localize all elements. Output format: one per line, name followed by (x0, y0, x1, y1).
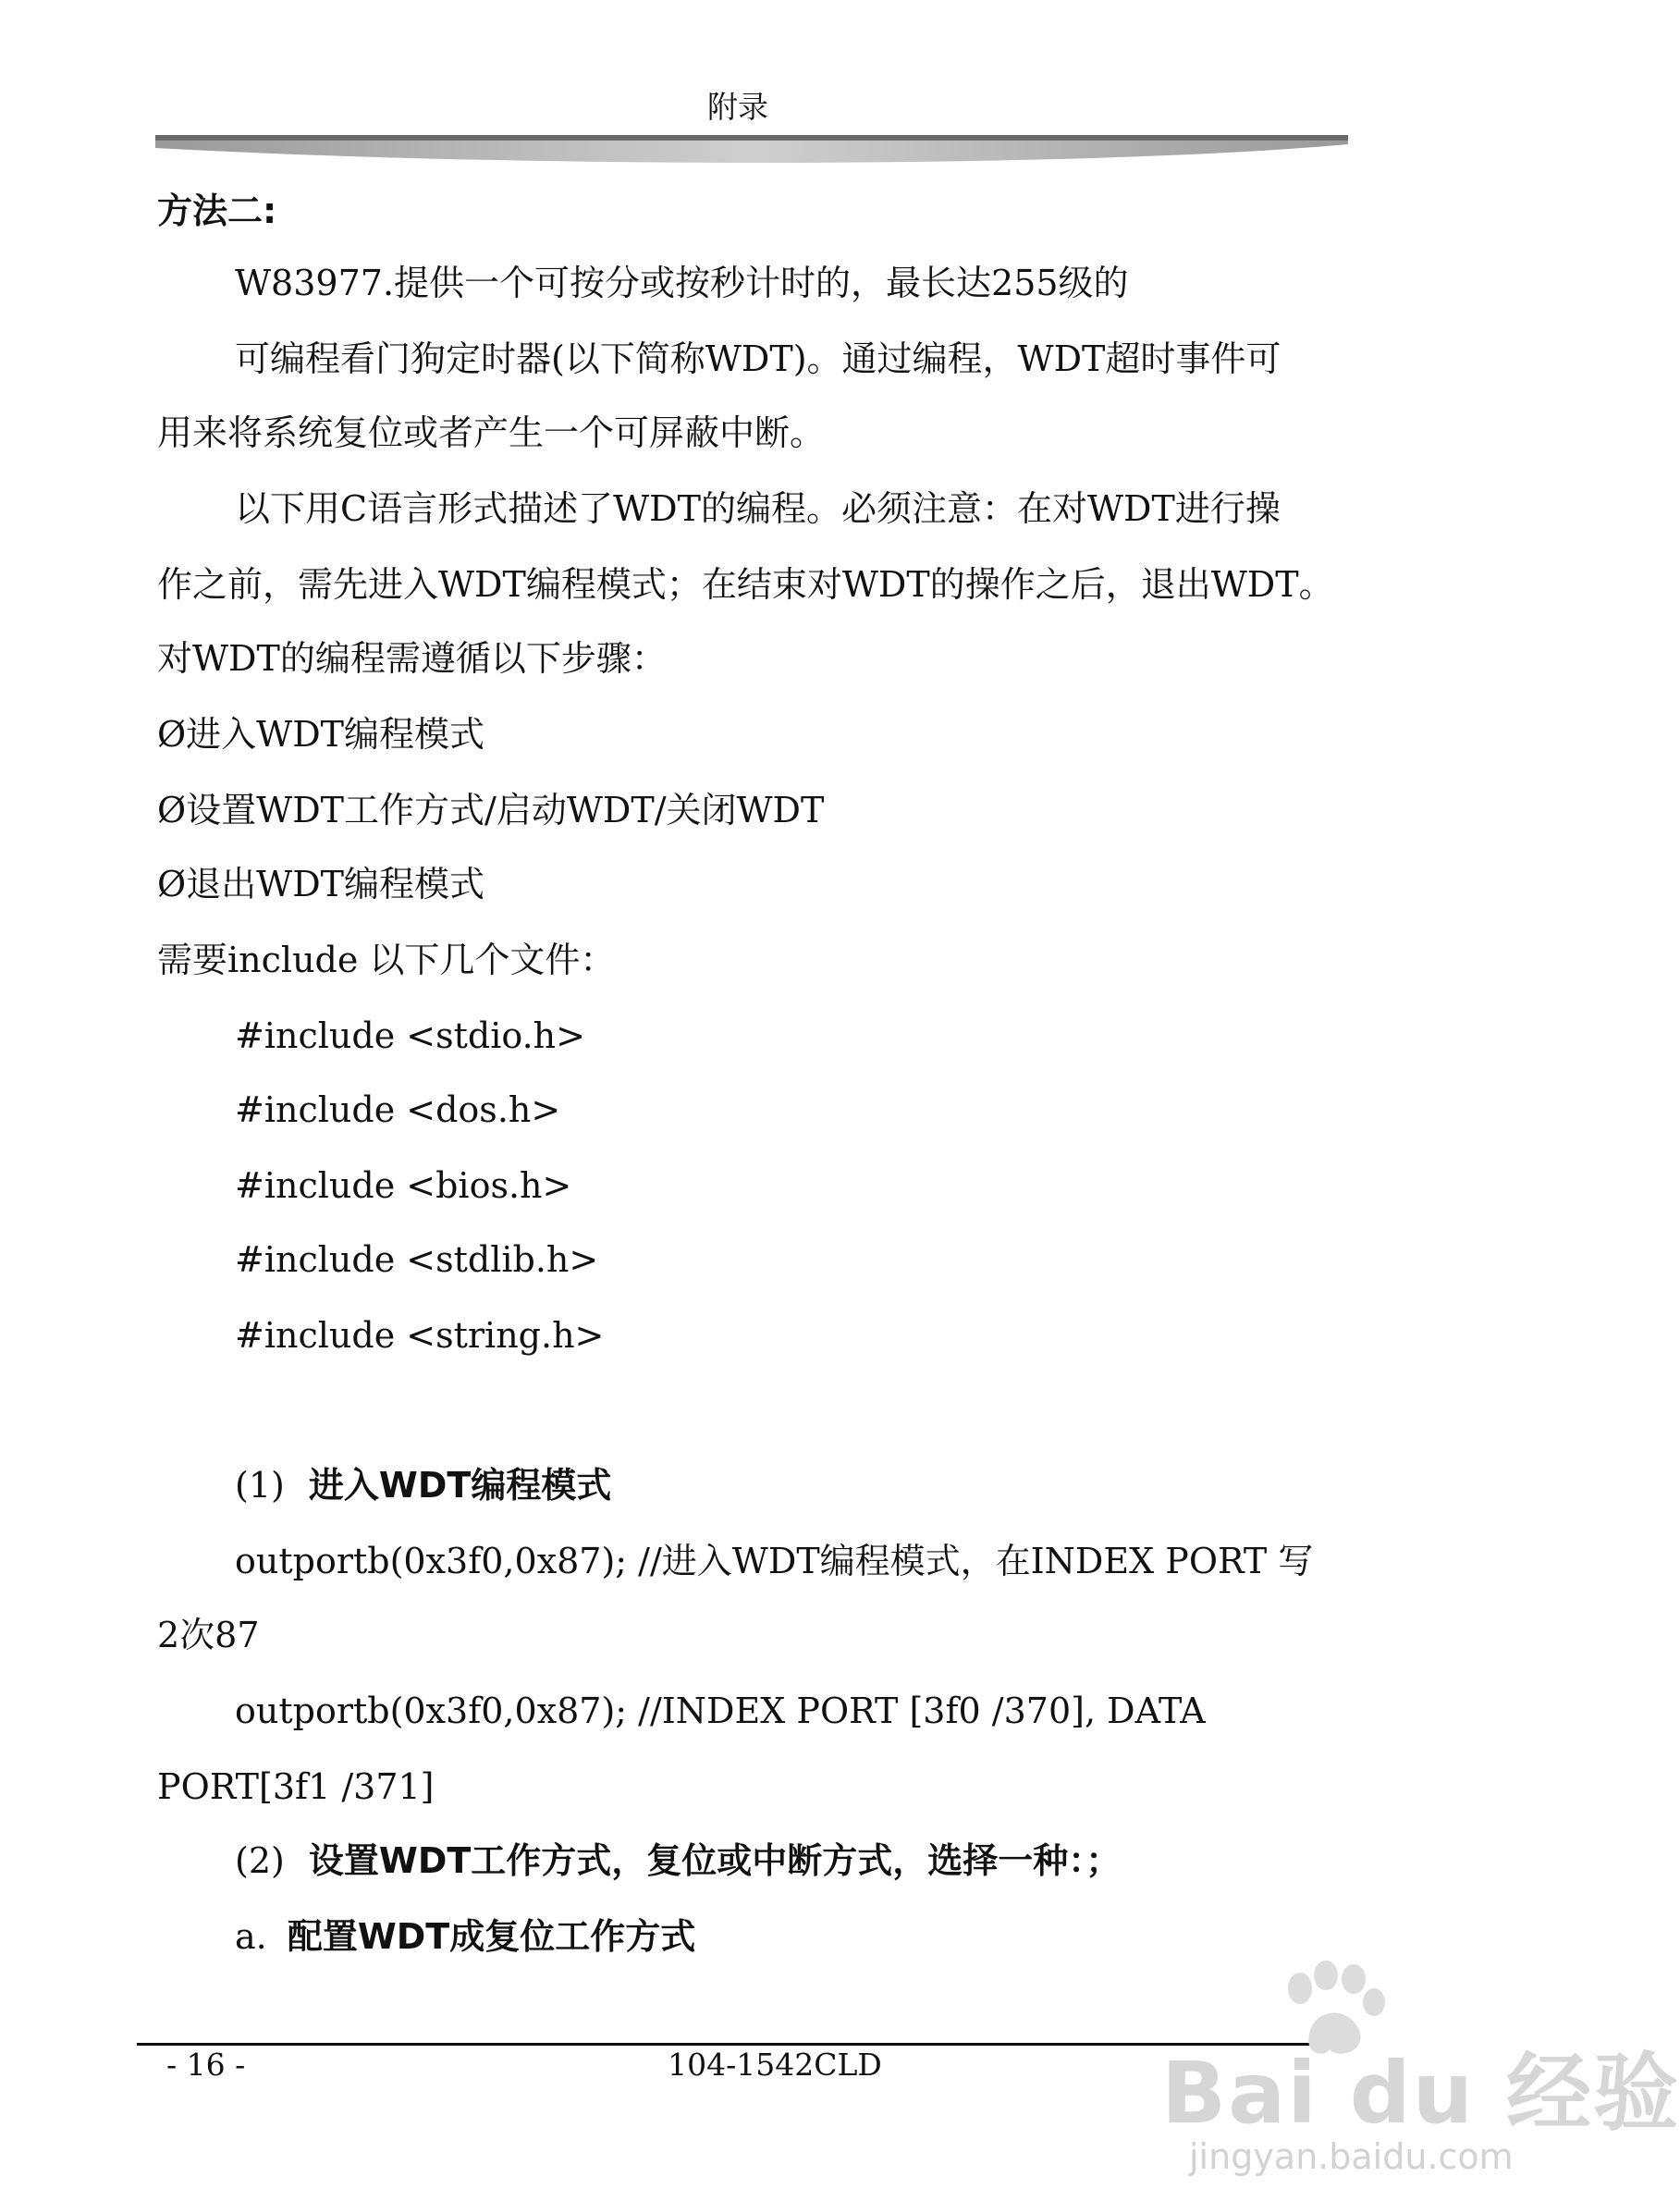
footer-rule (137, 2043, 1339, 2046)
subsection-number: a. (235, 1916, 267, 1957)
subsection-a (235, 1914, 695, 1959)
include-line: #include <dos.h> (235, 1089, 561, 1130)
subsection-2 (235, 1838, 1121, 1883)
header-rule (155, 135, 1348, 170)
step-item: Ø设置WDT工作方式/启动WDT/关闭WDT (157, 790, 825, 830)
document-id: 104-1542CLD (668, 2047, 882, 2083)
subsection-title: 设置WDT工作方式，复位或中断方式，选择一种：； (308, 1840, 1122, 1881)
include-line: #include <stdlib.h> (235, 1239, 599, 1280)
paragraph-line: 以下用C语言形式描述了WDT的编程。必须注意：在对WDT进行操 (235, 488, 1281, 529)
code-line: PORT[3f1 /371] (157, 1766, 435, 1807)
section-heading: 方法二: (157, 191, 277, 231)
watermark (1161, 1970, 1680, 2183)
page-number: - 16 - (166, 2047, 246, 2083)
include-line: #include <bios.h> (235, 1165, 572, 1206)
subsection-1 (235, 1463, 611, 1507)
paragraph-line: 可编程看门狗定时器(以下简称WDT)。通过编程，WDT超时事件可 (235, 338, 1281, 379)
step-item: Ø退出WDT编程模式 (157, 864, 485, 904)
subsection-number: (2) (235, 1840, 285, 1881)
code-line: 2次87 (157, 1615, 260, 1655)
subsection-number: (1) (235, 1465, 285, 1506)
watermark-brand: Bai du 经验 (1161, 2044, 1680, 2143)
include-line: #include <string.h> (235, 1315, 605, 1356)
paragraph-line: 作之前，需先进入WDT编程模式；在结束对WDT的操作之后，退出WDT。 (157, 564, 1334, 605)
paragraph-line: 用来将系统复位或者产生一个可屏蔽中断。 (157, 412, 826, 453)
page-header-title: 附录 (707, 89, 768, 125)
paragraph-line: 对WDT的编程需遵循以下步骤： (157, 638, 667, 679)
watermark-url: jingyan.baidu.com (1189, 2136, 1514, 2177)
code-line: outportb(0x3f0,0x87); //INDEX PORT [3f0 /370], DATA (235, 1691, 1206, 1731)
paragraph-line: W83977.提供一个可按分或按秒计时的，最长达255级的 (235, 263, 1129, 303)
subsection-title: 进入WDT编程模式 (308, 1465, 612, 1506)
include-intro: 需要include 以下几个文件： (157, 940, 616, 980)
step-item: Ø进入WDT编程模式 (157, 714, 485, 755)
subsection-title: 配置WDT成复位工作方式 (287, 1916, 696, 1957)
code-line: outportb(0x3f0,0x87); //进入WDT编程模式，在INDEX PORT 写 (235, 1541, 1314, 1581)
include-line: #include <stdio.h> (235, 1015, 585, 1056)
